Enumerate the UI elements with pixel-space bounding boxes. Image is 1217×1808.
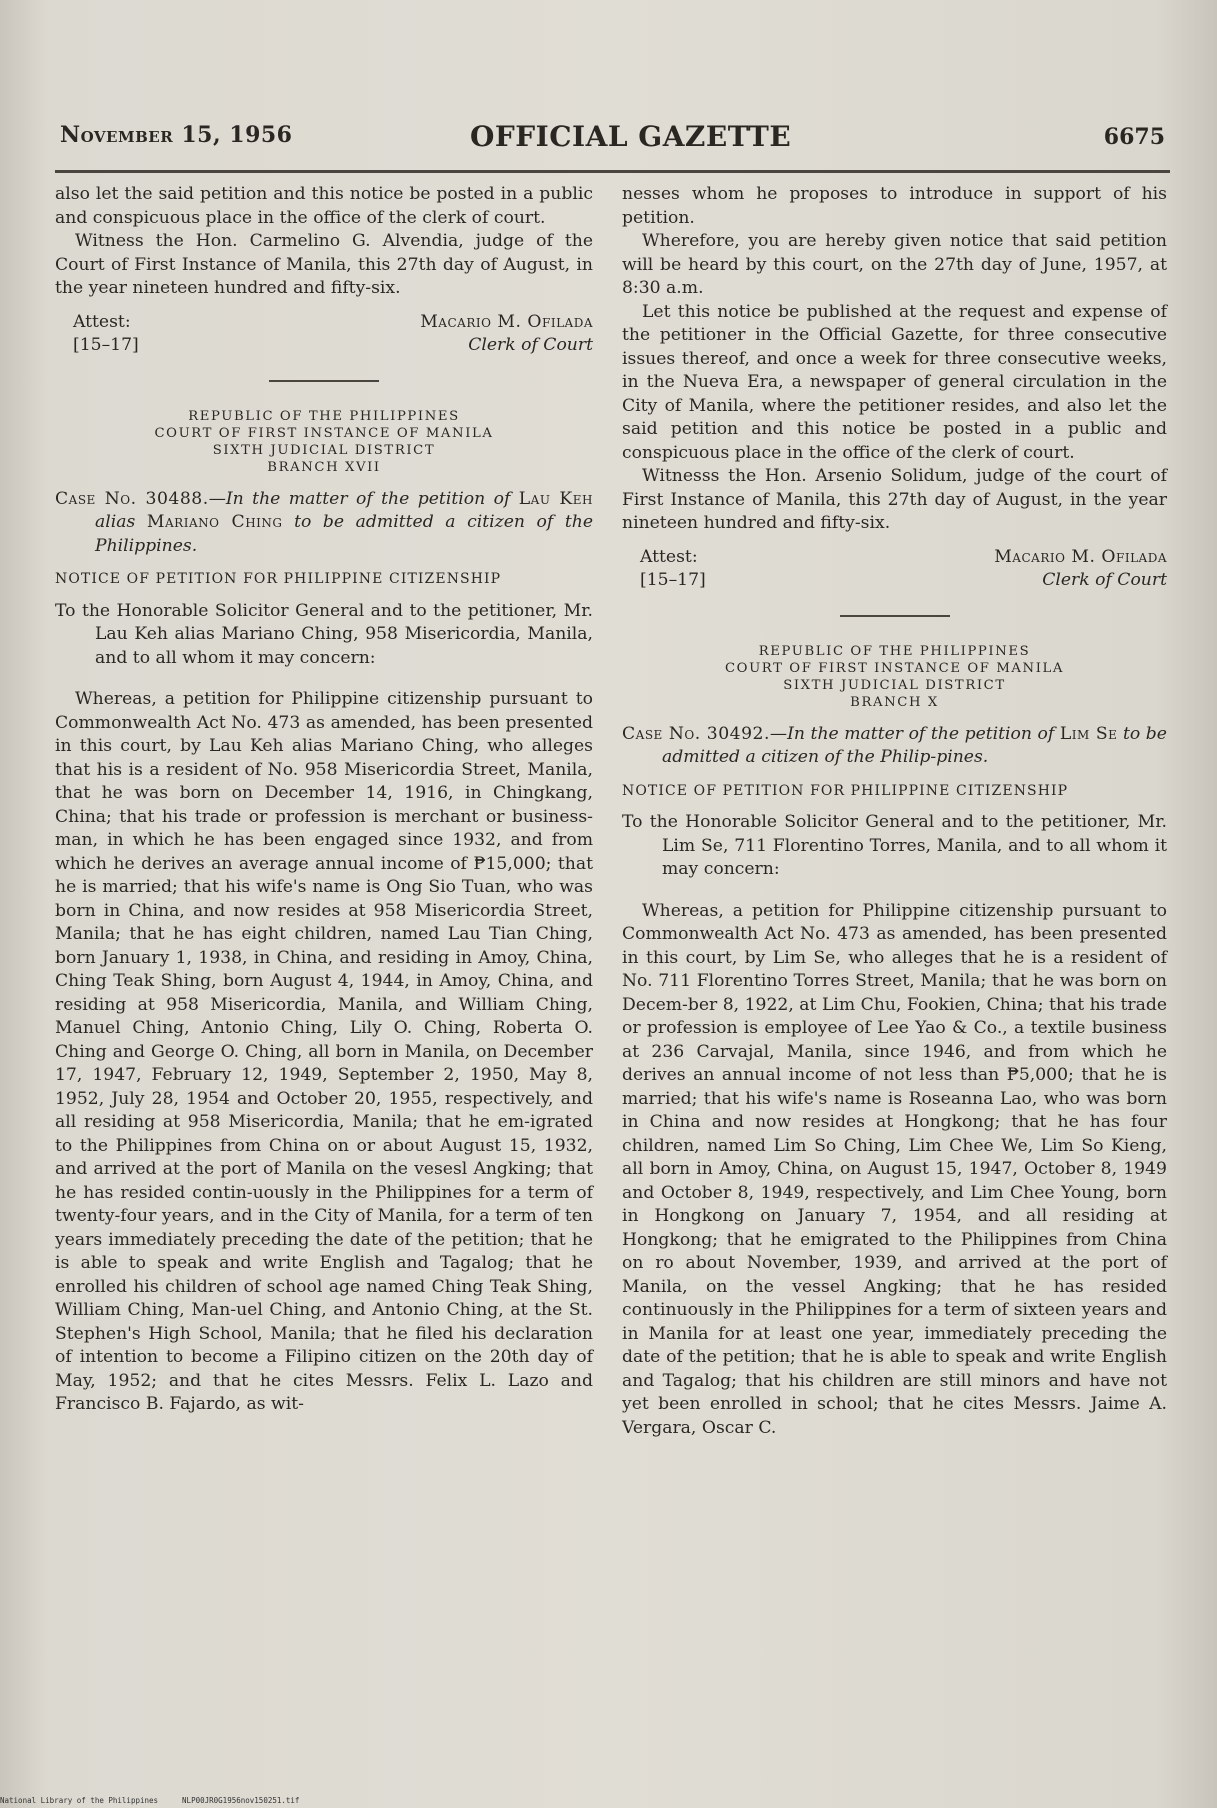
right-court-line-1: REPUBLIC OF THE PHILIPPINES (758, 643, 1031, 659)
left-case-desc-1: —In the matter of the petition of (208, 488, 511, 509)
left-court-line-3: SIXTH JUDICIAL DISTRICT (212, 442, 436, 458)
left-attest-issue: [15–17] (73, 335, 139, 355)
left-body-paragraph: Whereas, a petition for Philippine citizenship pursuant to Commonwealth Act No. 473 as amended, has been presented in this court, by Lau Keh alias Mariano Ching, who alleges that his is a resident of No. 958 Misericordia Street, Manila, that he was born on December 14, 1916, in Chingkang, China; that his trade or profession is merchant or business-man, in which he has been engaged since 1932, and from which he derives an average annual income of ₱15,000; that he is married; that his wife's name is Ong Sio Tuan, who was born in China, and now resides at 958 Misericordia Street, Manila; that he has eight children, named Lau Tian Ching, born January 1, 1938, in China, and residing in Amoy, China, Ching Teak Shing, born August 4, 1944, in Amoy, China, and residing at 958 Misericordia, Manila, and William Ching, Manuel Ching, Antonio Ching, Lily O. Ching, Roberta O. Ching and George O. Ching, all born in Manila, on December 17, 1947, February 12, 1949, September 2, 1950, May 8, 1952, July 28, 1954 and October 20, 1955, respectively, and all residing at 958 Misericordia, Manila; that he em-igrated to the Philippines from China on or about August 15, 1932, and arrived at the port of Manila on the vesesl Angking; that he has resided contin-uously in the Philippines for a term of twenty-four years, and in the City of Manila, for a term of ten years immediately preceding the date of the petition; that he is able to speak and write English and Tagalog; that he enrolled his children of school age named Ching Teak Shing, William Ching, Man-uel Ching, and Antonio Ching, at the St. Stephen's High School, Manila; that he filed his declaration of intention to become a Filipino citizen on the 20th day of May, 1952; and that he cites Messrs. Felix L. Lazo and Francisco B. Fajardo, as wit- (55, 689, 593, 1414)
right-case-desc-2: to be admitted a citizen of the Philip-pines. (662, 723, 1167, 767)
right-notice-heading: NOTICE OF PETITION FOR PHILIPPINE CITIZENSHIP (622, 782, 1069, 799)
header-rule (55, 170, 1170, 173)
right-address-paragraph: To the Honorable Solicitor General and to the petitioner, Mr. Lim Se, 711 Florentino Torres, Manila, and to all whom it may concern: (622, 812, 1167, 879)
right-section-divider (840, 615, 950, 617)
right-attest-issue: [15–17] (640, 570, 706, 590)
left-address-paragraph: To the Honorable Solicitor General and to the petitioner, Mr. Lau Keh alias Mariano Ching, 958 Misericordia, Manila, and to all whom it may concern: (55, 600, 593, 668)
left-attest-label: Attest: (73, 311, 131, 332)
right-publish-paragraph: Let this notice be published at the request and expense of the petitioner in the Official Gazette, for three consecutive issues thereof, and once a week for three consecutive weeks, in the Nueva Era, a newspaper of general circulation in the City of Manila, where the petitioner resides, and also let the said petition and this notice be posted in a public and conspicuous place in the office of the clerk of court. (622, 301, 1167, 463)
right-wherefore-paragraph: Wherefore, you are hereby given notice that said petition will be heard by this court, on the 27th day of June, 1957, at 8:30 a.m. (622, 231, 1167, 298)
right-continuation-paragraph: nesses whom he proposes to introduce in support of his petition. (622, 184, 1167, 228)
right-case-desc-1: —In the matter of the petition of (769, 723, 1055, 744)
left-clerk-name: Macario M. Ofilada (420, 311, 593, 332)
header-page-number: 6675 (1103, 124, 1165, 150)
right-court-line-2: COURT OF FIRST INSTANCE OF MANILA (724, 660, 1064, 676)
left-column (55, 183, 593, 1417)
left-witness-paragraph: Witness the Hon. Carmelino G. Alvendia, judge of the Court of First Instance of Manila, this 27th day of August, in the year nineteen hundred and fifty-six. (55, 231, 593, 298)
right-case-number: Case No. 30492. (622, 723, 770, 744)
left-section-divider (269, 380, 379, 382)
left-court-line-1: REPUBLIC OF THE PHILIPPINES (188, 408, 460, 424)
footer-filename: NLP00JR0G1956nov150251.tif (182, 1796, 300, 1805)
left-case-name-2: Mariano Ching (146, 512, 283, 532)
right-attest-block (622, 546, 1167, 593)
scan-footer (0, 1796, 323, 1805)
left-court-line-2: COURT OF FIRST INSTANCE OF MANILA (154, 425, 494, 441)
left-case-number: Case No. 30488. (55, 488, 209, 509)
left-court-heading (55, 408, 593, 476)
left-clerk-title: Clerk of Court (468, 335, 593, 355)
right-attest-label: Attest: (640, 546, 698, 567)
right-clerk-name: Macario M. Ofilada (994, 546, 1167, 567)
right-witness-paragraph: Witnesss the Hon. Arsenio Solidum, judge of the court of First Instance of Manila, this 27th day of August, in the year nineteen hundred and fifty-six. (622, 466, 1167, 533)
left-case-caption (55, 488, 593, 559)
right-column (622, 183, 1167, 1440)
right-case-name: Lim Se (1059, 723, 1118, 744)
header-date: November 15, 1956 (60, 122, 293, 148)
left-case-desc-2: to be admitted a citizen of the Philippines. (95, 512, 593, 556)
left-case-alias: alias (95, 512, 136, 532)
left-attest-block (55, 311, 593, 358)
right-court-line-3: SIXTH JUDICIAL DISTRICT (783, 677, 1006, 693)
right-case-caption (622, 723, 1167, 770)
left-notice-heading: NOTICE OF PETITION FOR PHILIPPINE CITIZENSHIP (55, 571, 502, 587)
footer-library: National Library of the Philippines (0, 1796, 159, 1805)
right-body-paragraph: Whereas, a petition for Philippine citizenship pursuant to Commonwealth Act No. 473 as amended, has been presented in this court, by Lim Se, who alleges that he is a resident of No. 711 Florentino Torres Street, Manila; that he was born on Decem-ber 8, 1922, at Lim Chu, Fookien, China; that his trade or profession is employee of Lee Yao & Co., a textile business at 236 Carvajal, Manila, since 1946, and from which he derives an annual income of not less than ₱5,000; that he is married; that his wife's name is Roseanna Lao, who was born in China and now resides at Hongkong; that he has four children, named Lim So Ching, Lim Chee We, Lim So Kieng, all born in Amoy, China, on August 15, 1947, October 8, 1949 and October 8, 1949, respectively, and Lim Chee Young, born in Hongkong on January 7, 1954, and all residing at Hongkong; that he emigrated to the Philippines from China on ro about November, 1939, and arrived at the port of Manila, on the vessel Angking; that he has resided continuously in the Philippines for a term of sixteen years and in Manila for at least one year, immediately preceding the date of the petition; that he is able to speak and write English and Tagalog; that his children are still minors and have not yet been enrolled in school; that he cites Messrs. Jaime A. Vergara, Oscar C. (622, 900, 1167, 1438)
page-header (60, 122, 1165, 162)
left-continuation-paragraph: also let the said petition and this notice be posted in a public and conspicuous place in the office of the clerk of court. (55, 184, 593, 228)
left-case-name: Lau Keh (518, 488, 593, 509)
right-clerk-title: Clerk of Court (1042, 570, 1167, 590)
header-title: OFFICIAL GAZETTE (470, 120, 792, 153)
right-court-line-4: BRANCH X (850, 694, 939, 710)
left-court-line-4: BRANCH XVII (267, 459, 381, 475)
right-court-heading (622, 643, 1167, 711)
